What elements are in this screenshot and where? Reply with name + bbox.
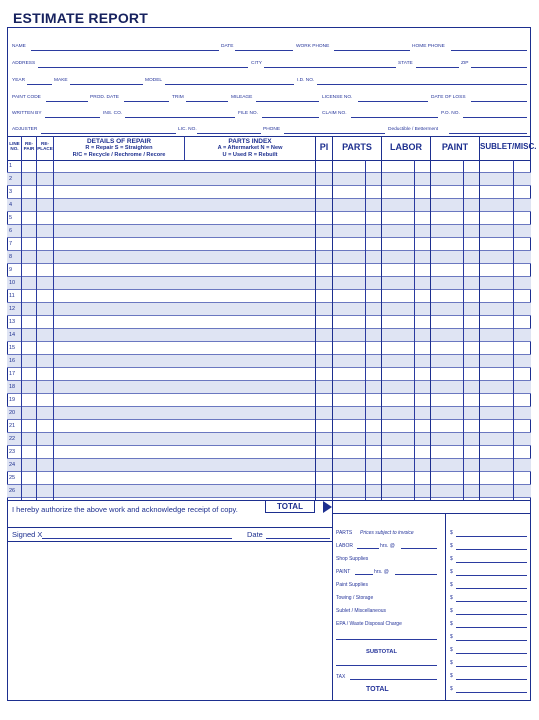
row-number: 19 (9, 397, 16, 403)
currency-symbol: $ (450, 660, 453, 666)
state-label: STATE (398, 61, 413, 66)
deductible-field[interactable] (449, 133, 527, 134)
tax-rate-field[interactable] (350, 679, 437, 680)
summary-sublet-label: Sublet / Miscellaneous (336, 608, 387, 614)
currency-symbol: $ (450, 569, 453, 575)
amount-field[interactable] (456, 614, 527, 615)
summary-labor-label: LABOR (336, 543, 353, 549)
home-phone-field[interactable] (451, 50, 527, 51)
signature-bottom-border (7, 541, 332, 542)
col-paint-header: PAINT (441, 142, 469, 152)
row-number: 7 (9, 241, 13, 247)
currency-symbol: $ (450, 595, 453, 601)
page-title: ESTIMATE REPORT (13, 10, 148, 26)
prod-date-label: PROD. DATE (90, 95, 119, 100)
trim-field[interactable] (186, 101, 228, 102)
table-row[interactable] (7, 329, 531, 342)
col-divider (332, 136, 333, 513)
row-number: 1 (9, 163, 13, 169)
currency-symbol: $ (450, 621, 453, 627)
col-divider (430, 136, 431, 500)
claim-no-field[interactable] (351, 117, 438, 118)
name-field[interactable] (31, 50, 219, 51)
currency-symbol: $ (450, 530, 453, 536)
amount-field[interactable] (456, 653, 527, 654)
row-number: 6 (9, 228, 13, 234)
name-label: NAME (12, 44, 26, 49)
col-repair-header: RE- PAIR (23, 141, 35, 151)
amount-field[interactable] (456, 601, 527, 602)
summary-extra-field-2[interactable] (336, 665, 437, 666)
mileage-label: MILEAGE (231, 95, 253, 100)
summary-labor-hrs: hrs. @ (380, 543, 395, 549)
address-field[interactable] (38, 67, 248, 68)
zip-label: ZIP (461, 61, 469, 66)
city-field[interactable] (264, 67, 396, 68)
currency-symbol: $ (450, 556, 453, 562)
table-row[interactable] (7, 407, 531, 420)
written-by-label: WRITTEN BY (12, 111, 42, 116)
currency-symbol: $ (450, 647, 453, 653)
col-replace-header: RE- PLACE (37, 141, 53, 151)
model-label: MODEL (145, 78, 163, 83)
mileage-field[interactable] (256, 101, 319, 102)
city-label: CITY (251, 61, 262, 66)
table-row[interactable] (7, 316, 531, 329)
table-row[interactable] (7, 303, 531, 316)
po-no-label: P.O. NO. (441, 111, 460, 116)
row-number: 17 (9, 371, 16, 377)
row-number: 26 (9, 488, 16, 494)
details-of-repair-title: DETAILS OF REPAIR (86, 138, 152, 145)
row-number: 21 (9, 423, 16, 429)
amount-field[interactable] (456, 692, 527, 693)
col-divider (36, 136, 37, 500)
amount-field[interactable] (456, 666, 527, 667)
table-row[interactable] (7, 186, 531, 199)
year-field[interactable] (27, 84, 52, 85)
authorization-text: I hereby authorize the above work and acknowledge receipt of copy. (12, 505, 238, 514)
ins-co-field[interactable] (125, 117, 235, 118)
col-divider (184, 136, 185, 160)
license-no-label: LICENSE NO. (322, 95, 353, 100)
col-divider (365, 160, 366, 500)
po-no-field[interactable] (463, 117, 527, 118)
date-of-loss-field[interactable] (471, 101, 527, 102)
currency-symbol: $ (450, 543, 453, 549)
row-number: 10 (9, 280, 16, 286)
id-no-field[interactable] (317, 84, 527, 85)
summary-tax-label: TAX (336, 674, 346, 680)
file-no-label: FILE NO. (238, 111, 258, 116)
table-row[interactable] (7, 160, 531, 173)
home-phone-label: HOME PHONE (412, 44, 445, 49)
phone-field[interactable] (284, 133, 385, 134)
signed-label: Signed X (12, 530, 43, 539)
trim-label: TRIM (172, 95, 184, 100)
col-divider (315, 136, 316, 500)
row-number: 22 (9, 436, 16, 442)
paint-code-label: PAINT CODE (12, 95, 41, 100)
table-row[interactable] (7, 199, 531, 212)
currency-symbol: $ (450, 608, 453, 614)
summary-parts-label: PARTS (336, 530, 353, 536)
sign-date-label: Date (247, 530, 263, 539)
col-parts-header: PARTS (342, 142, 372, 152)
col-line-no-header: LINE NO. (9, 141, 20, 151)
row-number: 5 (9, 215, 13, 221)
table-row[interactable] (7, 342, 531, 355)
row-number: 11 (9, 293, 15, 299)
ins-co-label: INS. CO. (103, 111, 123, 116)
adjuster-label: ADJUSTER (12, 127, 38, 132)
work-phone-field[interactable] (334, 50, 410, 51)
table-row[interactable] (7, 264, 531, 277)
row-number: 23 (9, 449, 16, 455)
lic-no-field[interactable] (197, 133, 261, 134)
row-number: 25 (9, 475, 16, 481)
row-number: 16 (9, 358, 16, 364)
currency-symbol: $ (450, 634, 453, 640)
parts-index-legend-2: U = Used R = Rebuilt (222, 152, 278, 158)
row-number: 8 (9, 254, 13, 260)
labor-rate-field[interactable] (401, 548, 437, 549)
model-field[interactable] (165, 84, 294, 85)
amount-field[interactable] (456, 575, 527, 576)
license-no-field[interactable] (358, 101, 428, 102)
table-row[interactable] (7, 394, 531, 407)
currency-symbol: $ (450, 673, 453, 679)
summary-epa-label: EPA / Waste Disposal Charge (336, 621, 402, 627)
deductible-label: Deductible / Betterment (388, 127, 439, 132)
id-no-label: I.D. NO. (297, 78, 315, 83)
row-number: 14 (9, 332, 16, 338)
table-row[interactable] (7, 290, 531, 303)
details-of-repair-legend-2: R/C = Recycle / Rechrome / Recore (72, 152, 166, 158)
col-divider (414, 160, 415, 500)
date-label: DATE (221, 44, 234, 49)
amount-field[interactable] (456, 640, 527, 641)
row-number: 20 (9, 410, 16, 416)
col-divider (21, 136, 22, 500)
summary-extra-field[interactable] (336, 639, 437, 640)
signature-field[interactable] (42, 538, 232, 539)
state-field[interactable] (416, 67, 459, 68)
table-row[interactable] (7, 238, 531, 251)
row-number: 2 (9, 176, 13, 182)
signature-top-border (7, 527, 332, 528)
table-top-border (7, 136, 531, 137)
row-number: 15 (9, 345, 16, 351)
table-row[interactable] (7, 355, 531, 368)
col-pi-header: PI (319, 142, 329, 152)
date-field[interactable] (235, 50, 293, 51)
row-number: 9 (9, 267, 13, 273)
amount-field[interactable] (456, 562, 527, 563)
prod-date-field[interactable] (124, 101, 169, 102)
row-number: 4 (9, 202, 13, 208)
table-row[interactable] (7, 381, 531, 394)
adjuster-field[interactable] (41, 133, 176, 134)
date-of-loss-label: DATE OF LOSS (431, 95, 466, 100)
table-row[interactable] (7, 173, 531, 186)
summary-towing-label: Towing / Storage (336, 595, 374, 601)
table-row[interactable] (7, 212, 531, 225)
table-row[interactable] (7, 433, 531, 446)
year-label: YEAR (12, 78, 26, 83)
table-row[interactable] (7, 485, 531, 498)
make-field[interactable] (70, 84, 143, 85)
summary-top-border (332, 513, 531, 514)
paint-rate-field[interactable] (395, 574, 437, 575)
file-no-field[interactable] (262, 117, 319, 118)
col-sublet-header: SUBLET/MISC. (480, 142, 537, 151)
paint-hours-field[interactable] (355, 574, 373, 575)
details-of-repair-legend-1: R = Repair S = Straighten (85, 145, 153, 151)
sign-date-field[interactable] (266, 538, 330, 539)
written-by-field[interactable] (45, 117, 100, 118)
work-phone-label: WORK PHONE (296, 44, 330, 49)
currency-symbol: $ (450, 686, 453, 692)
table-row[interactable] (7, 225, 531, 238)
lic-no-label: LIC. NO. (178, 127, 197, 132)
col-labor-header: LABOR (390, 142, 422, 152)
summary-paint-supplies-label: Paint Supplies (336, 582, 368, 588)
total-label: TOTAL (277, 502, 303, 511)
parts-index-legend-1: A = Aftermarket N = New (217, 145, 283, 151)
summary-subtotal-label: SUBTOTAL (366, 649, 398, 655)
summary-total-label: TOTAL (366, 686, 389, 693)
row-number: 18 (9, 384, 16, 390)
summary-parts-note: Prices subject to invoice (360, 530, 414, 536)
currency-symbol: $ (450, 582, 453, 588)
labor-hours-field[interactable] (357, 548, 379, 549)
amount-field[interactable] (456, 588, 527, 589)
table-row[interactable] (7, 420, 531, 433)
amount-field[interactable] (456, 627, 527, 628)
amount-field[interactable] (456, 536, 527, 537)
summary-paint-hrs: hrs. @ (374, 569, 389, 575)
row-number: 12 (9, 306, 16, 312)
summary-paint-label: PAINT (336, 569, 351, 575)
col-divider (53, 136, 54, 500)
col-divider (381, 136, 382, 500)
table-row[interactable] (7, 277, 531, 290)
col-divider (479, 136, 480, 500)
make-label: MAKE (54, 78, 68, 83)
table-row[interactable] (7, 251, 531, 264)
summary-divider (332, 513, 333, 701)
summary-amount-divider (445, 513, 446, 701)
table-row[interactable] (7, 446, 531, 459)
address-label: ADDRESS (12, 61, 36, 66)
paint-code-field[interactable] (46, 101, 88, 102)
claim-no-label: CLAIM NO. (322, 111, 347, 116)
col-divider (513, 160, 514, 500)
parts-index-title: PARTS INDEX (228, 138, 272, 145)
table-row[interactable] (7, 472, 531, 485)
total-arrow-icon (323, 501, 333, 513)
zip-field[interactable] (471, 67, 527, 68)
row-number: 3 (9, 189, 13, 195)
amount-field[interactable] (456, 679, 527, 680)
table-row[interactable] (7, 368, 531, 381)
amount-field[interactable] (456, 549, 527, 550)
summary-shop-supplies-label: Shop Supplies (336, 556, 369, 562)
table-row[interactable] (7, 459, 531, 472)
phone-label: PHONE (263, 127, 281, 132)
col-divider (463, 160, 464, 500)
row-number: 13 (9, 319, 16, 325)
row-number: 24 (9, 462, 16, 468)
